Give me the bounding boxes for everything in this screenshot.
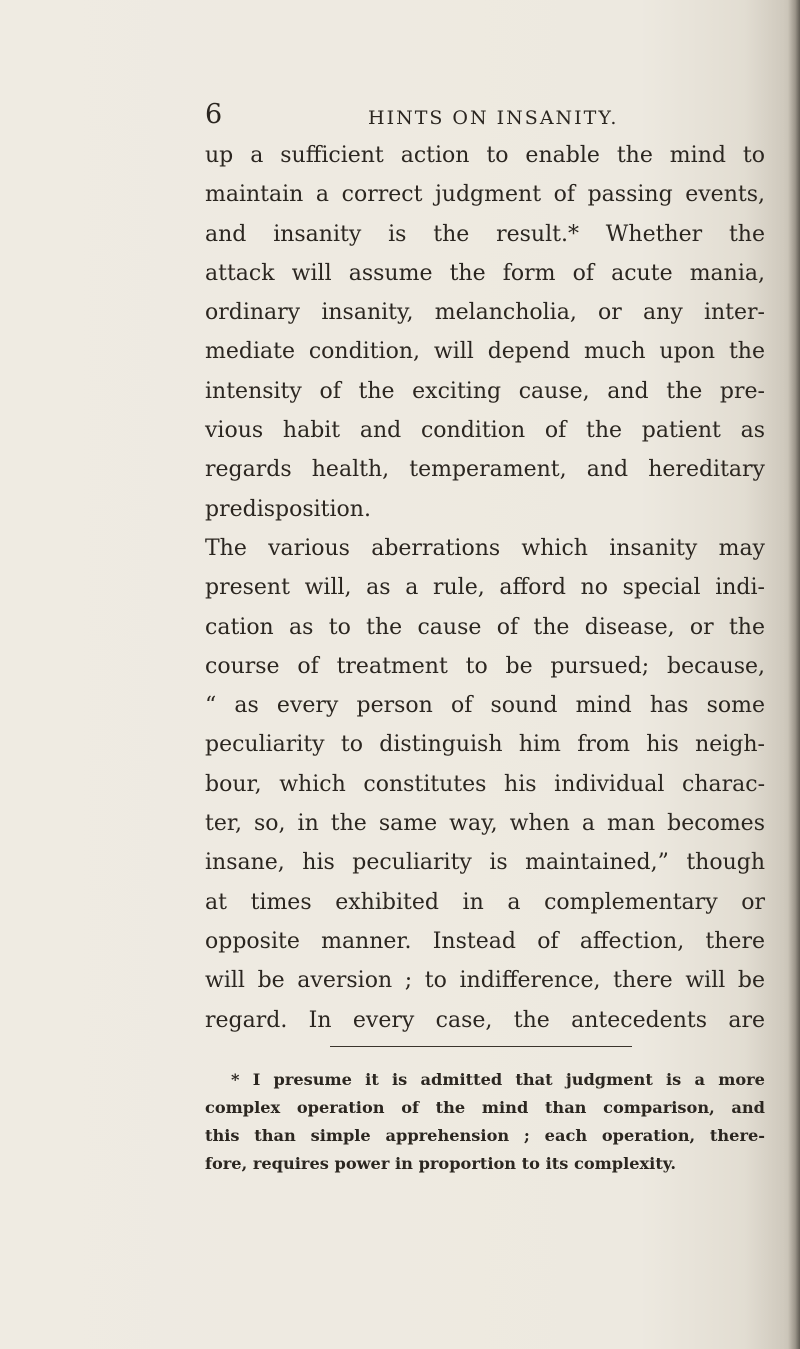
body-line: cation as to the cause of the disease, or the	[205, 614, 765, 640]
running-head: HINTS ON INSANITY.	[368, 107, 619, 129]
body-line: bour, which constitutes his individual charac-	[205, 771, 765, 797]
body-line: at times exhibited in a complementary or	[205, 889, 765, 915]
footnote	[205, 1066, 765, 1178]
body-line: maintain a correct judgment of passing events,	[205, 182, 765, 208]
body-line: will be aversion ; to indifference, there will be	[205, 968, 765, 994]
body-line: up a sufficient action to enable the mind to	[205, 143, 765, 168]
body-line: vious habit and condition of the patient as	[205, 418, 765, 444]
footnote-line: fore, requires power in proportion to its complexity.	[205, 1154, 676, 1173]
body-line: intensity of the exciting cause, and the pre-	[205, 378, 765, 404]
body-line: mediate condition, will depend much upon the	[205, 339, 765, 365]
body-text	[205, 136, 765, 1040]
body-line: insane, his peculiarity is maintained,” though	[205, 850, 765, 876]
body-line: attack will assume the form of acute mania,	[205, 260, 765, 286]
body-line: ter, so, in the same way, when a man becomes	[205, 811, 765, 837]
body-line: predisposition.	[205, 496, 371, 522]
footnote-line: this than simple apprehension ; each operation, there-	[205, 1126, 765, 1145]
body-line: ordinary insanity, melancholia, or any inter-	[205, 300, 765, 326]
body-line: regard. In every case, the antecedents are	[205, 1007, 765, 1033]
body-line: and insanity is the result.* Whether the	[205, 221, 765, 247]
body-line: regards health, temperament, and hereditary	[205, 457, 765, 483]
body-line: The various aberrations which insanity may	[205, 535, 765, 561]
footnote-divider	[330, 1046, 632, 1047]
footnote-line: * I presume it is admitted that judgment is a more	[231, 1070, 765, 1089]
page-edge-shadow	[788, 0, 800, 1349]
body-line: course of treatment to be pursued; because,	[205, 653, 765, 679]
body-line: peculiarity to distinguish him from his neigh-	[205, 732, 765, 758]
footnote-line: complex operation of the mind than comparison, and	[205, 1098, 765, 1117]
body-line: “ as every person of sound mind has some	[205, 693, 765, 719]
page-header	[205, 100, 725, 134]
page-number: 6	[205, 99, 223, 130]
body-line: opposite manner. Instead of affection, there	[205, 928, 765, 954]
body-line: present will, as a rule, afford no special indi-	[205, 575, 765, 601]
